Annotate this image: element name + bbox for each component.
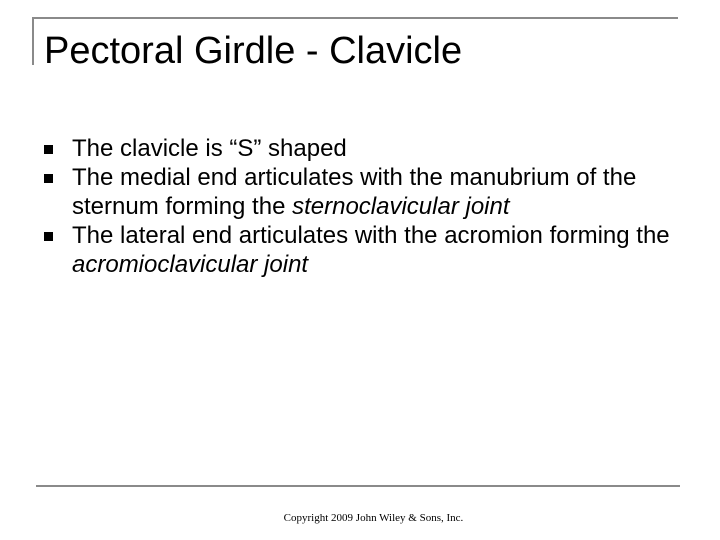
title-frame-top-rule bbox=[32, 17, 678, 19]
bullet-emphasis: sternoclavicular joint bbox=[292, 193, 510, 220]
footer-rule bbox=[36, 485, 680, 487]
bullet-text: The medial end articulates with the manubrium of the sternum forming the bbox=[72, 164, 637, 220]
slide-title: Pectoral Girdle - Clavicle bbox=[44, 30, 463, 72]
bullet-list bbox=[44, 134, 684, 279]
square-bullet-icon bbox=[44, 174, 53, 183]
square-bullet-icon bbox=[44, 145, 53, 154]
bullet-text: The lateral end articulates with the acromion forming the bbox=[72, 222, 670, 249]
square-bullet-icon bbox=[44, 232, 53, 241]
bullet-item bbox=[44, 134, 684, 163]
title-frame-left-rule bbox=[32, 17, 34, 65]
bullet-item bbox=[44, 221, 684, 279]
bullet-text: The clavicle is “S” shaped bbox=[72, 135, 347, 162]
copyright-notice: Copyright 2009 John Wiley & Sons, Inc. bbox=[283, 512, 464, 524]
bullet-item bbox=[44, 163, 684, 221]
bullet-emphasis: acromioclavicular joint bbox=[72, 251, 309, 278]
